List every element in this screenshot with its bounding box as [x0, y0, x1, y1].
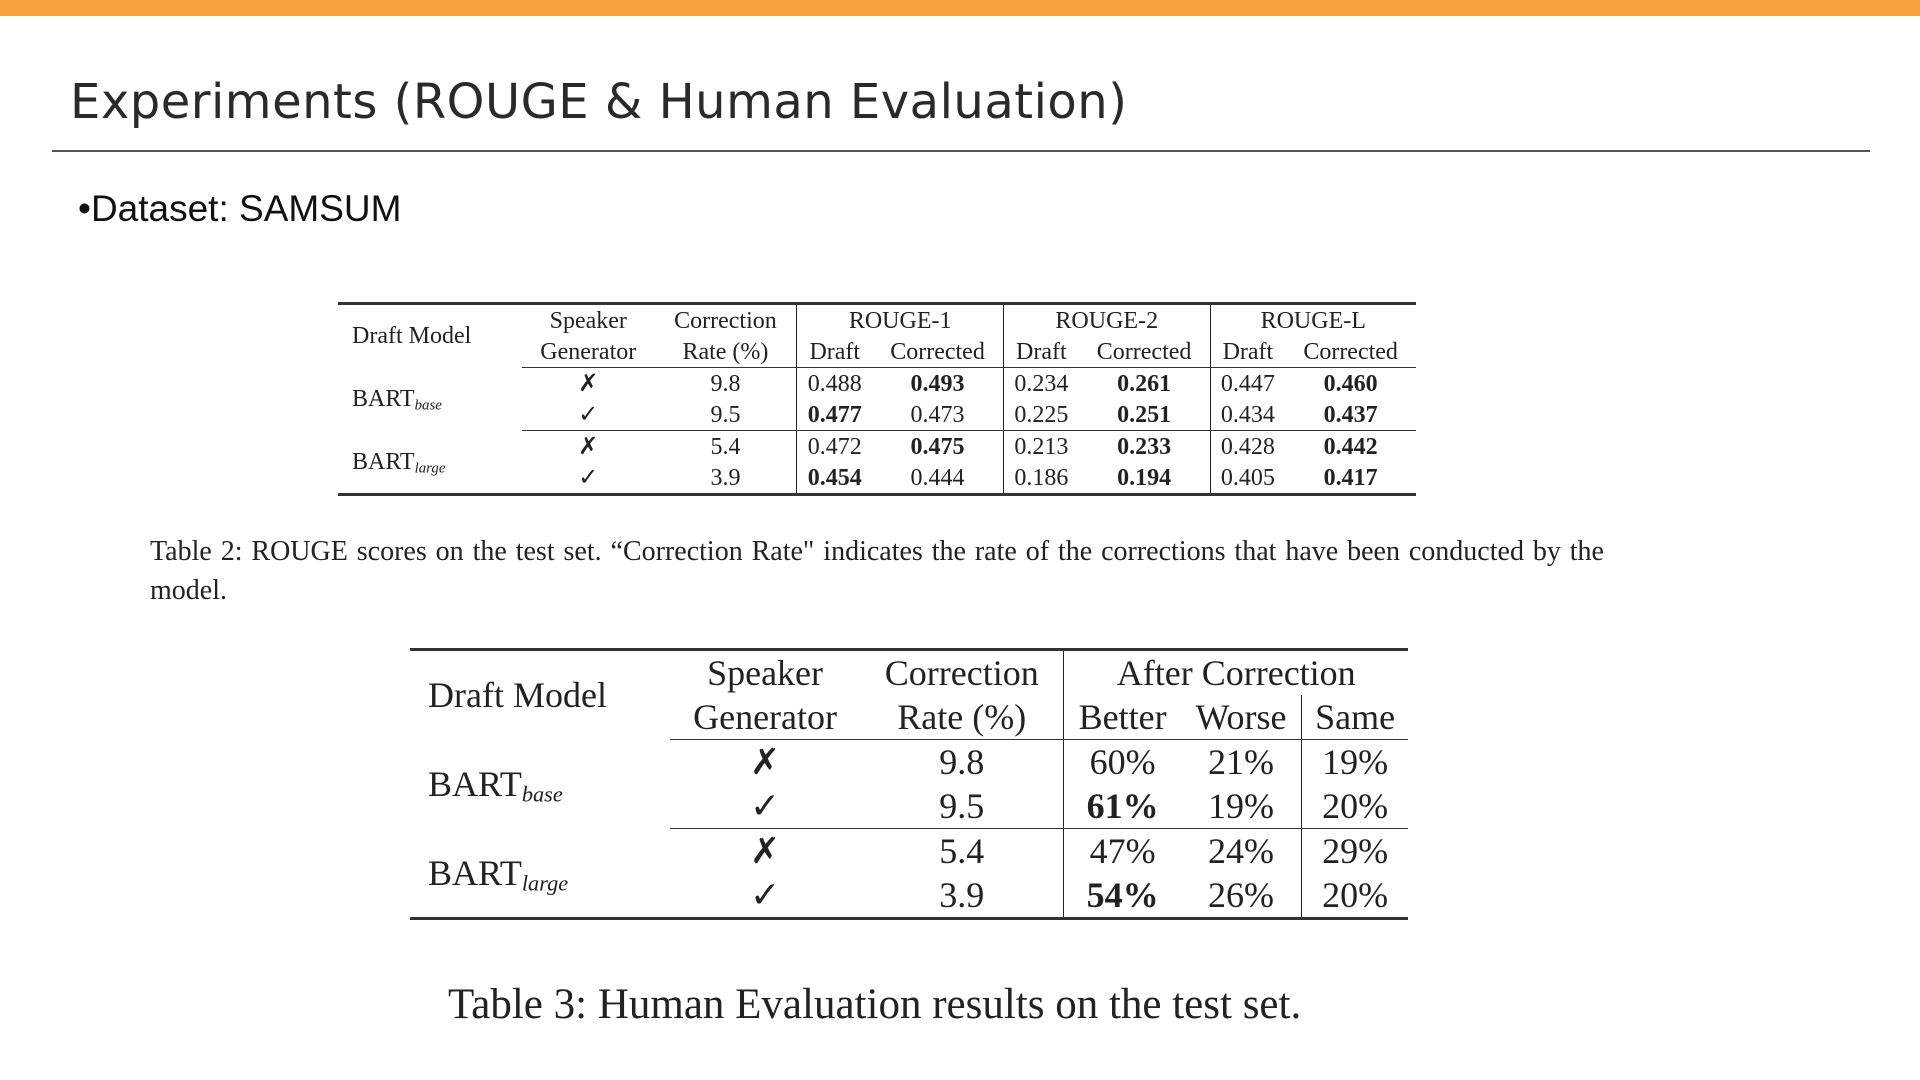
- col-header-r2-corrected: Corrected: [1079, 336, 1210, 368]
- col-header-r1-corrected: Corrected: [872, 336, 1003, 368]
- rate-cell: 9.8: [655, 368, 797, 400]
- model-label: $BART_{base}$: [428, 764, 563, 807]
- score-cell: 0.477: [797, 399, 872, 431]
- col-header-after-correction: After Correction: [1116, 653, 1356, 693]
- col-header-speaker: Speaker: [549, 307, 627, 334]
- rate-cell: 3.9: [655, 462, 797, 495]
- speaker-cell: ✗: [749, 742, 781, 782]
- same-cell: 20%: [1302, 784, 1408, 829]
- score-cell: 0.261: [1079, 368, 1210, 400]
- score-cell: 0.437: [1285, 399, 1416, 431]
- slide-title: Experiments (ROUGE & Human Evaluation): [70, 74, 1128, 130]
- model-label: $BART_{base}$: [352, 386, 442, 414]
- speaker-cell: ✗: [749, 831, 781, 871]
- score-cell: 0.186: [1014, 464, 1069, 491]
- score-cell: 0.454: [807, 464, 862, 491]
- rate-cell: 9.8: [860, 740, 1064, 785]
- score-cell: 0.493: [872, 368, 1003, 400]
- accent-bar: [0, 0, 1920, 16]
- table-row: [338, 431, 1416, 463]
- table-row: [410, 740, 1408, 785]
- col-header-same: Same: [1302, 695, 1408, 740]
- table2-caption: Table 2: ROUGE scores on the test set. “Correction Rate" indicates the rate of the corrections that have been conducted by the model.: [150, 536, 1604, 606]
- speaker-cell: ✓: [522, 399, 654, 431]
- model-label: $BART_{large}$: [428, 852, 569, 896]
- col-header-rl-corrected: Corrected: [1285, 336, 1416, 368]
- col-header-rouge2: ROUGE-2: [1003, 304, 1210, 337]
- title-divider: [52, 150, 1870, 152]
- score-cell: 0.233: [1079, 431, 1210, 463]
- col-header-rougel: ROUGE-L: [1260, 307, 1366, 334]
- score-cell: 0.225: [1003, 399, 1078, 431]
- rouge-table: [338, 302, 1416, 496]
- rate-cell: 3.9: [860, 873, 1064, 919]
- col-header-speaker-2: Generator: [522, 336, 654, 368]
- table-row: [410, 829, 1408, 874]
- score-cell: 0.460: [1323, 370, 1378, 397]
- rate-cell: 9.5: [655, 399, 797, 431]
- score-cell: 0.405: [1220, 464, 1275, 491]
- dataset-bullet: •Dataset: SAMSUM: [78, 188, 402, 229]
- col-header-rl-draft: Draft: [1210, 336, 1285, 368]
- worse-cell: 26%: [1181, 873, 1302, 919]
- score-cell: 0.475: [872, 431, 1003, 463]
- same-cell: 29%: [1322, 831, 1389, 871]
- score-cell: 0.447: [1220, 370, 1275, 397]
- col-header-r1-draft: Draft: [797, 336, 872, 368]
- score-cell: 0.442: [1323, 433, 1378, 460]
- better-cell: 60%: [1089, 742, 1156, 782]
- speaker-cell: ✗: [578, 370, 599, 397]
- rate-cell: 9.5: [860, 784, 1064, 829]
- better-cell: 47%: [1089, 831, 1156, 871]
- model-label: $BART_{large}$: [352, 448, 446, 477]
- speaker-cell: ✓: [578, 464, 599, 491]
- score-cell: 0.428: [1220, 433, 1275, 460]
- score-cell: 0.444: [872, 462, 1003, 495]
- score-cell: 0.417: [1323, 464, 1378, 491]
- col-header-r2-draft: Draft: [1003, 336, 1078, 368]
- same-cell: 20%: [1322, 875, 1389, 915]
- col-header-rate: Correction: [860, 650, 1064, 696]
- score-cell: 0.473: [872, 399, 1003, 431]
- better-cell: 61%: [1064, 784, 1181, 829]
- rate-cell: 5.4: [860, 829, 1064, 874]
- speaker-cell: ✓: [749, 875, 781, 915]
- score-cell: 0.251: [1079, 399, 1210, 431]
- col-header-rouge1: ROUGE-1: [797, 304, 1004, 337]
- col-header-rate-2: Rate (%): [860, 695, 1064, 740]
- table-row: [338, 368, 1416, 400]
- worse-cell: 21%: [1181, 740, 1302, 785]
- col-header-worse: Worse: [1181, 695, 1302, 740]
- speaker-cell: ✓: [670, 784, 860, 829]
- col-header-rate-2: Rate (%): [655, 336, 797, 368]
- col-header-better: Better: [1064, 695, 1181, 740]
- worse-cell: 19%: [1181, 784, 1302, 829]
- human-eval-table: [410, 648, 1408, 920]
- col-header-speaker: Speaker: [707, 653, 824, 693]
- rate-cell: 5.4: [655, 431, 797, 463]
- col-header-rate: Correction: [655, 304, 797, 337]
- same-cell: 19%: [1322, 742, 1389, 782]
- worse-cell: 24%: [1181, 829, 1302, 874]
- col-header-draft-model: Draft Model: [428, 675, 607, 716]
- score-cell: 0.194: [1079, 462, 1210, 495]
- col-header-speaker-2: Generator: [670, 695, 860, 740]
- table3-caption: Table 3: Human Evaluation results on the test set.: [448, 981, 1302, 1028]
- better-cell: 54%: [1086, 875, 1159, 915]
- score-cell: 0.488: [807, 370, 862, 397]
- col-header-draft-model: Draft Model: [352, 323, 472, 350]
- score-cell: 0.434: [1210, 399, 1285, 431]
- score-cell: 0.472: [807, 433, 862, 460]
- score-cell: 0.213: [1014, 433, 1069, 460]
- speaker-cell: ✗: [578, 433, 599, 460]
- score-cell: 0.234: [1014, 370, 1069, 397]
